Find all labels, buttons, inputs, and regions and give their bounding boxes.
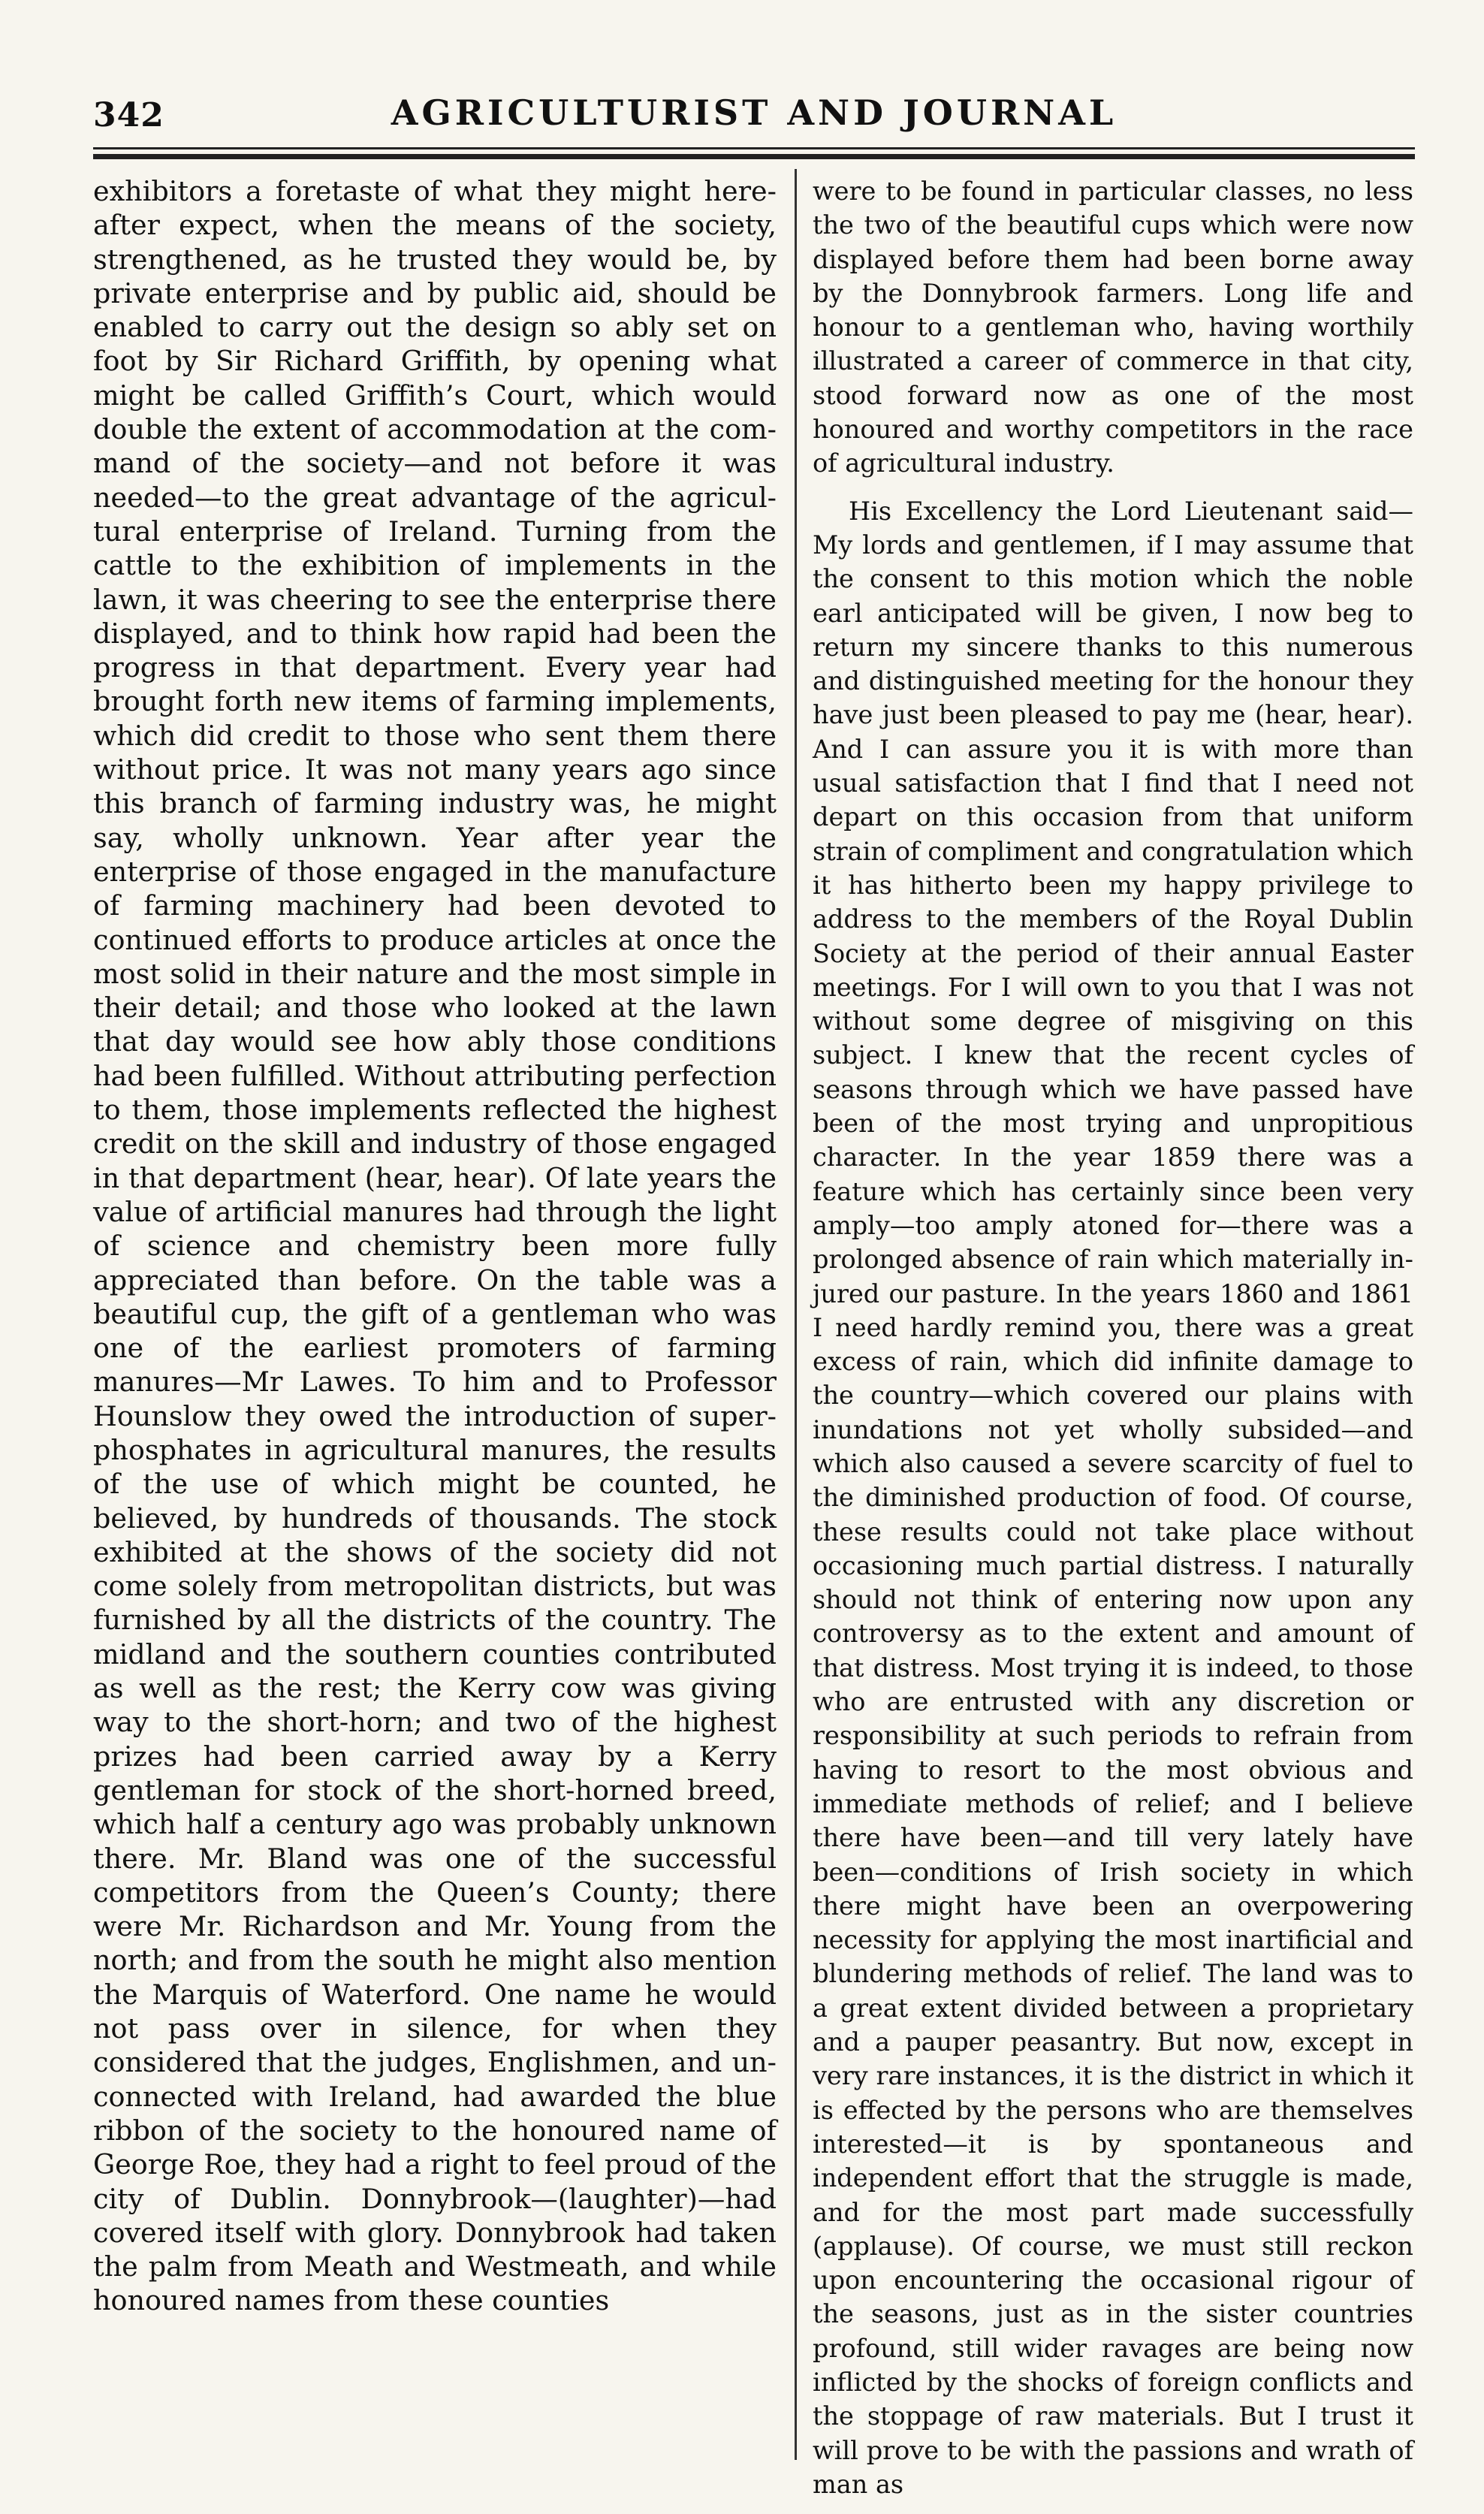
- right-column: [813, 174, 1413, 2499]
- running-head: AGRICULTURIST AND JOURNAL: [391, 92, 1118, 133]
- page-number: 342: [93, 96, 164, 134]
- page-header: [93, 90, 1415, 135]
- right-paragraph-1: were to be found in particular classes, no less the two of the beautiful cups which were now displayed before them had been borne away by the Donnybrook farmers. Long life and honour to a gentleman who, having worthily illustrated a career of commerce in that city, stood forward now as one of the most honoured and worthy competitors in the race of agricultural industry.: [813, 177, 1413, 478]
- left-paragraph-1: exhibitors a foretaste of what they might hereafter expect, when the means of the society, strengthened, as he trusted they would be, by private enterprise and by public aid, should be enabled to carry out the design so ably set on foot by Sir Richard Griffith, by opening what might be called Griffith’s Court, which would double the extent of accommodation at the command of the society—and not before it was needed—to the great advantage of the agricultural enterprise of Ireland. Turning from the cattle to the exhibition of implements in the lawn, it was cheering to see the enterprise there displayed, and to think how rapid had been the progress in that department. Every year had brought forth new items of farming implements, which did credit to those who sent them there without price. It was not many years ago since this branch of farming industry was, he might say, wholly unknown. Year after year the enterprise of those engaged in the manufacture of farming machinery had been devoted to continued efforts to produce articles at once the most solid in their nature and the most simple in their detail; and those who looked at the lawn that day would see how ably those conditions had been fulfilled. Without attributing perfection to them, those implements reflected the highest credit on the skill and industry of those engaged in that department (hear, hear). Of late years the value of artificial manures had through the light of science and chemistry been more fully appreciated than before. On the table was a beautiful cup, the gift of a gentleman who was one of the earliest promoters of farming manures—Mr Lawes. To him and to Professor Hounslow they owed the introduction of super-phosphates in agricultural manures, the results of the use of which might be counted, he believed, by hundreds of thousands. The stock exhibited at the shows of the society did not come solely from metropolitan districts, but was furnished by all the districts of the country. The midland and the southern counties contributed as well as the rest; the Kerry cow was giving way to the short-horn; and two of the highest prizes had been carried away by a Kerry gentleman for stock of the short-horned breed, which half a century ago was probably unknown there. Mr. Bland was one of the successful competitors from the Queen’s County; there were Mr. Richardson and Mr. Young from the north; and from the south he might also mention the Marquis of Waterford. One name he would not pass over in silence, for when they considered that the judges, Englishmen, and unconnected with Ireland, had awarded the blue ribbon of the society to the honoured name of George Roe, they had a right to feel proud of the city of Dublin. Donnybrook—(laughter)—had covered itself with glory. Donnybrook had taken the palm from Meath and Westmeath, and while honoured names from these counties: [93, 175, 777, 2317]
- right-paragraph-2: His Excellency the Lord Lieutenant said—My lords and gentlemen, if I may assume that the consent to this motion which the noble earl anticipated will be given, I now beg to return my sincere thanks to this numerous and distinguished meeting for the honour they have just been pleased to pay me (hear, hear). And I can assure you it is with more than usual satisfaction that I find that I need not depart on this occasion from that uniform strain of compliment and congratulation which it has hitherto been my happy privilege to address to the members of the Royal Dublin Society at the period of their annual Easter meetings. For I will own to you that I was not without some degree of misgiving on this subject. I knew that the recent cycles of seasons through which we have passed have been of the most trying and unpropitious character. In the year 1859 there was a feature which has certainly since been very amply—too amply atoned for—there was a prolonged absence of rain which materially injured our pasture. In the years 1860 and 1861 I need hardly remind you, there was a great excess of rain, which did infinite damage to the country—which covered our plains with inundations not yet wholly subsided—and which also caused a severe scarcity of fuel to the diminished production of food. Of course, these results could not take place without occasioning much partial distress. I naturally should not think of entering now upon any controversy as to the extent and amount of that distress. Most trying it is indeed, to those who are entrusted with any discretion or responsibility at such periods to refrain from having to resort to the most obvious and immediate methods of relief; and I believe there have been—and till very lately have been—conditions of Irish society in which there might have been an overpowering necessity for applying the most inartificial and blundering methods of relief. The land was to a great extent divided between a proprietary and a pauper peasantry. But now, except in very rare instances, it is the district in which it is effected by the persons who are themselves interested—it is by spontaneous and independent effort that the struggle is made, and for the most part made successfully (applause). Of course, we must still reckon upon encountering the occasional rigour of the seasons, just as in the sister countries profound, still wider ravages are being now inflicted by the shocks of foreign conflicts and the stoppage of raw materials. But I trust it will prove to be with the passions and wrath of man as: [813, 496, 1413, 2499]
- header-rule-top: [93, 147, 1415, 149]
- header-rule-bottom: [93, 154, 1415, 159]
- column-divider: [795, 169, 797, 2460]
- left-column: [93, 174, 777, 2450]
